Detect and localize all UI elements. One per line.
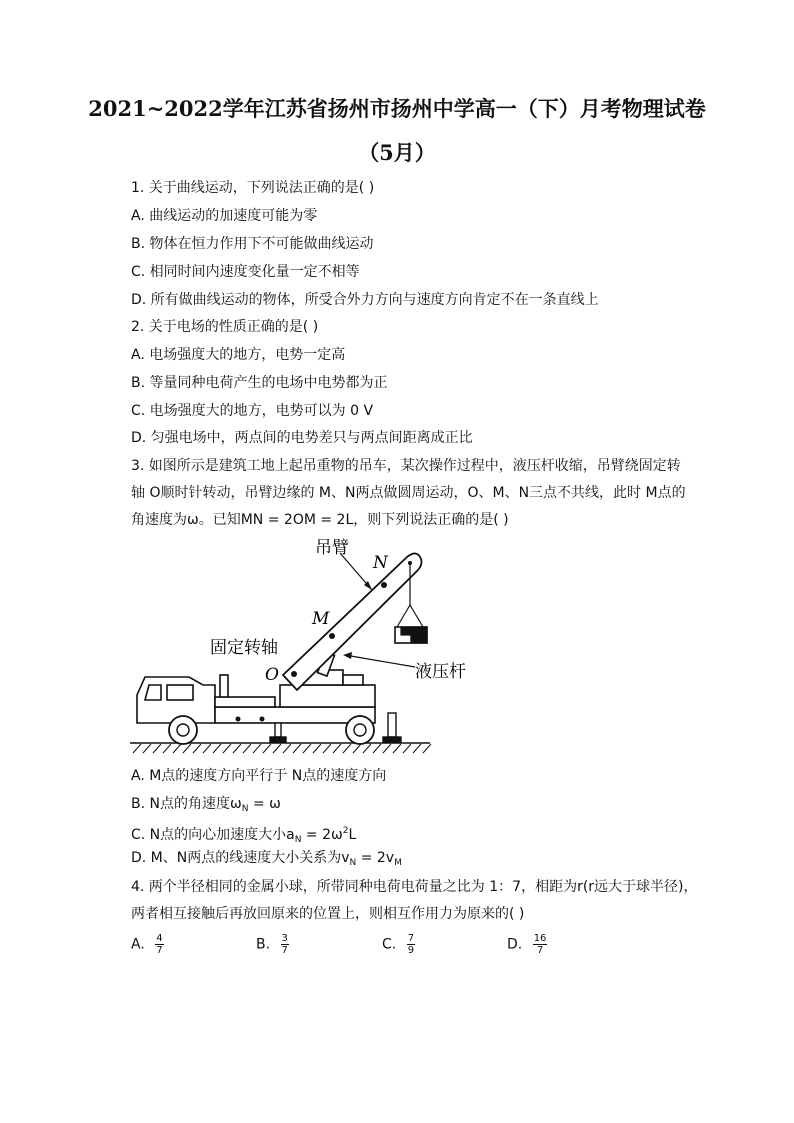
question-2-option-b: B. 等量同种电荷产生的电场中电势都为正 xyxy=(131,375,388,391)
question-1-option-a: A. 曲线运动的加速度可能为零 xyxy=(131,208,318,224)
question-3-option-c: C. N点的向心加速度大小$a_N = 2\omega^2L$ xyxy=(131,826,357,845)
question-4-option-d: D. $\frac{16}{7}$ xyxy=(507,933,547,956)
truck-wheel-rear xyxy=(346,716,374,744)
question-3-option-b: B. N点的角速度$\omega_N = \omega$ xyxy=(131,796,281,814)
label-m: M xyxy=(312,609,330,629)
question-4-option-b: B. $\frac{3}{7}$ xyxy=(256,933,288,956)
label-hydraulic-rod: 液压杆 xyxy=(415,662,466,682)
label-n: N xyxy=(373,553,388,573)
truck-wheel-front xyxy=(169,716,197,744)
question-1-option-b: B. 物体在恒力作用下不可能做曲线运动 xyxy=(131,236,374,252)
question-2-option-a: A. 电场强度大的地方，电势一定高 xyxy=(131,347,346,363)
truck-body xyxy=(137,670,375,723)
point-n-dot xyxy=(381,582,387,588)
crane-truck-figure xyxy=(125,535,466,760)
question-4-stem-line-2: 两者相互接触后再放回原来的位置上，则相互作用力为原来的( ) xyxy=(131,906,525,922)
ground xyxy=(130,743,431,753)
question-2-option-c: C. 电场强度大的地方，电势可以为 0 V xyxy=(131,403,374,419)
point-m-dot xyxy=(329,633,335,639)
question-1-option-d: D. 所有做曲线运动的物体，所受合外力方向与速度方向肯定不在一条直线上 xyxy=(131,292,599,308)
label-o: O xyxy=(265,665,279,685)
question-4-option-a: A. $\frac{4}{7}$ xyxy=(131,933,163,956)
question-4-option-c: C. $\frac{7}{9}$ xyxy=(382,933,415,956)
question-3-stem-line-3: 角速度为ω。已知MN = 2OM = 2L，则下列说法正确的是( ) xyxy=(131,512,509,528)
label-arm: 吊臂 xyxy=(315,538,349,558)
pivot-o-dot xyxy=(291,671,297,677)
question-1-option-c: C. 相同时间内速度变化量一定不相等 xyxy=(131,264,360,280)
question-2-stem: 2. 关于电场的性质正确的是( ) xyxy=(131,319,319,335)
question-2-option-d: D. 匀强电场中，两点间的电势差只与两点间距离成正比 xyxy=(131,430,473,446)
question-3-stem-line-2: 轴 O顺时针转动，吊臂边缘的 M、N两点做圆周运动，O、M、N三点不共线，此时 M点的 xyxy=(131,485,686,501)
question-3-option-a: A. M点的速度方向平行于 N点的速度方向 xyxy=(131,768,387,784)
hydraulic-label-arrow xyxy=(345,655,415,667)
question-3-option-d: D. M、N两点的线速度大小关系为$v_N = 2v_M$ xyxy=(131,850,402,868)
question-3-stem-line-1: 3. 如图所示是建筑工地上起吊重物的吊车，某次操作过程中，液压杆收缩，吊臂绕固定转 xyxy=(131,458,681,474)
label-fixed-axis: 固定转轴 xyxy=(210,638,278,658)
question-1-stem: 1. 关于曲线运动，下列说法正确的是( ) xyxy=(131,180,375,196)
question-4-stem-line-1: 4. 两个半径相同的金属小球，所带同种电荷电荷量之比为 1：7，相距为r(r远大于球半径)， xyxy=(131,879,698,895)
exam-title-month: （5月） xyxy=(358,140,436,165)
exam-title: 2021~2022学年江苏省扬州市扬州中学高一（下）月考物理试卷 xyxy=(88,96,706,121)
